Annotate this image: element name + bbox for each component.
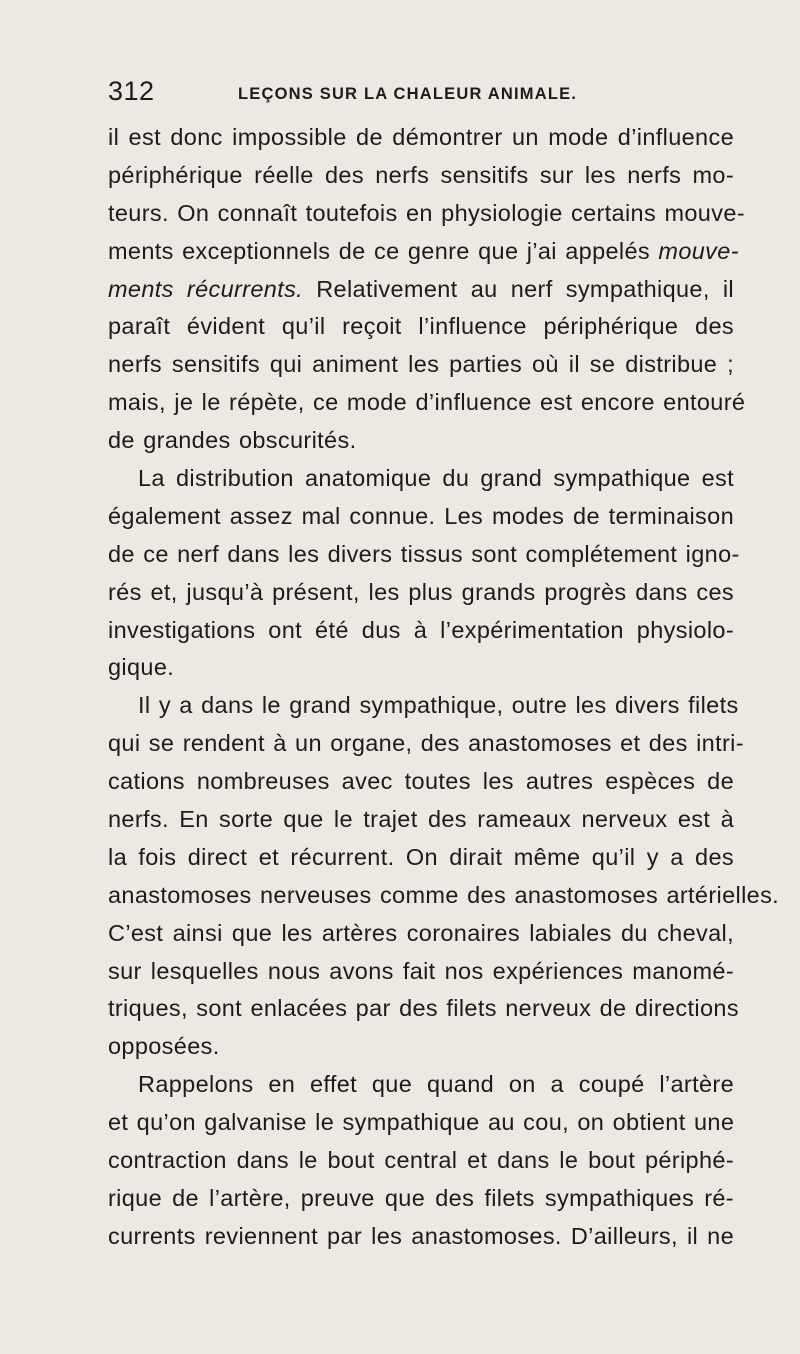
text-line: rique de l’artère, preuve que des filets sympathiques ré-: [108, 1184, 734, 1211]
text-line: teurs. On connaît toutefois en physiologie certains mouve-: [108, 199, 745, 226]
page-header: [108, 76, 708, 116]
text-line: de grandes obscurités.: [108, 427, 357, 454]
text-line: la fois direct et récurrent. On dirait même qu’il y a des: [108, 843, 734, 870]
italic-term: mouve-: [658, 237, 739, 264]
text-line: opposées.: [108, 1033, 220, 1060]
body-text: [108, 119, 780, 1256]
text-line: investigations ont été dus à l’expérimentation physiolo-: [108, 616, 734, 643]
text-line: qui se rendent à un organe, des anastomoses et des intri-: [108, 730, 744, 757]
text-line: de ce nerf dans les divers tissus sont complétement igno-: [108, 540, 740, 567]
text-line: il est donc impossible de démontrer un mode d’influence: [108, 124, 734, 150]
italic-term: ments récurrents.: [108, 275, 304, 302]
text-line: nerfs. En sorte que le trajet des rameaux nerveux est à: [108, 806, 734, 833]
text-line: et qu’on galvanise le sympathique au cou, on obtient une: [108, 1109, 735, 1136]
text-line: périphérique réelle des nerfs sensitifs sur les nerfs mo-: [108, 161, 734, 188]
text-line: sur lesquelles nous avons fait nos expériences manomé-: [108, 957, 734, 984]
text-line: cations nombreuses avec toutes les autres espèces de: [108, 768, 734, 795]
text-line: C’est ainsi que les artères coronaires labiales du cheval,: [108, 919, 734, 946]
text-line: triques, sont enlacées par des filets nerveux de directions: [108, 995, 739, 1022]
text-line: mais, je le répète, ce mode d’influence est encore entouré: [108, 389, 746, 416]
running-title: LEÇONS SUR LA CHALEUR ANIMALE.: [238, 85, 578, 103]
text-line: gique.: [108, 654, 175, 681]
text-line: ments exceptionnels de ce genre que j’ai appelés mouve-: [108, 237, 739, 264]
text-line: Il y a dans le grand sympathique, outre les divers filets: [138, 692, 739, 719]
text-line: currents reviennent par les anastomoses. D’ailleurs, il ne: [108, 1222, 734, 1249]
text-line: contraction dans le bout central et dans le bout périphé-: [108, 1147, 734, 1174]
text-line: La distribution anatomique du grand sympathique est: [138, 465, 734, 492]
text-line: paraît évident qu’il reçoit l’influence périphérique des: [108, 313, 734, 340]
text-line: Rappelons en effet que quand on a coupé l’artère: [138, 1071, 734, 1098]
page-number: 312: [108, 76, 155, 106]
text-line: rés et, jusqu’à présent, les plus grands progrès dans ces: [108, 578, 734, 605]
text-line: anastomoses nerveuses comme des anastomoses artérielles.: [108, 881, 780, 908]
text-line: nerfs sensitifs qui animent les parties où il se distribue ;: [108, 351, 734, 378]
text-line: également assez mal connue. Les modes de terminaison: [108, 502, 734, 529]
text-line: ments récurrents. Relativement au nerf sympathique, il: [108, 275, 734, 302]
